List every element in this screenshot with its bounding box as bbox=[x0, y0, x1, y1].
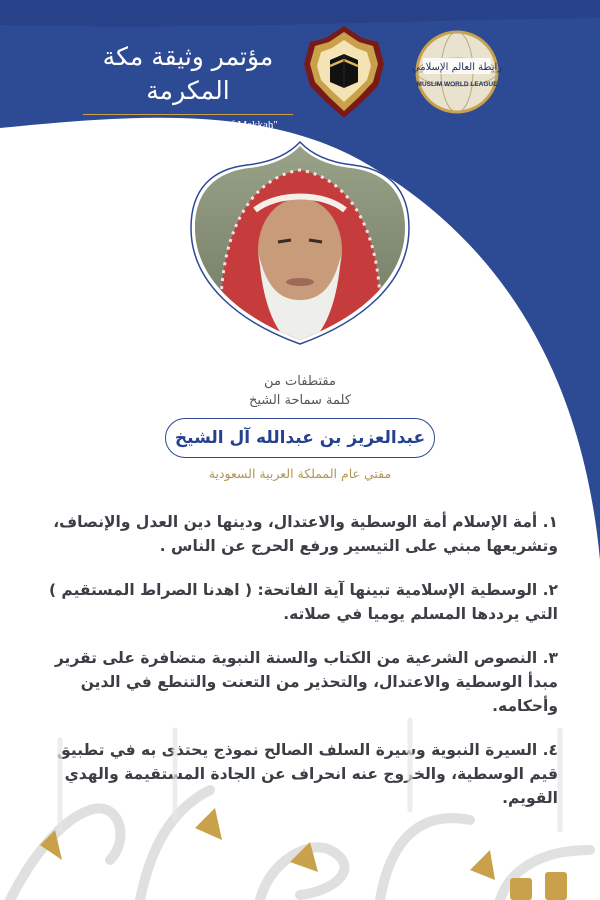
speaker-portrait bbox=[183, 140, 417, 345]
excerpt-point-3: ٣. النصوص الشرعية من الكتاب والسنة النبوية متضافرة على تقرير مبدأ الوسطية والاعتدال، والتحذير من التعنت والتنطع في الدين وأحكامه. bbox=[54, 649, 558, 715]
kaaba-emblem-icon bbox=[300, 24, 388, 120]
muslim-world-league-logo bbox=[405, 28, 509, 116]
conference-logo-english: Conference on "The Charter of Makkah" bbox=[83, 114, 293, 131]
speaker-name-badge bbox=[165, 418, 435, 458]
excerpt-point-4: ٤. السيرة النبوية وسيرة السلف الصالح نموذج يحتذى به في تطبيق قيم الوسطية، والخروج عنه انحراف عن الجادة المستقيمة والهدي القويم. bbox=[56, 741, 558, 807]
speaker-name: عبدالعزيز بن عبدالله آل الشيخ bbox=[174, 428, 426, 448]
intro-line-speech: كلمة سماحة الشيخ bbox=[248, 393, 352, 408]
intro bbox=[0, 372, 600, 410]
conference-logo-arabic: مؤتمر وثيقة مكة المكرمة bbox=[102, 42, 274, 105]
header bbox=[0, 22, 600, 131]
decorative-calligraphy bbox=[0, 700, 600, 900]
mwl-logo-english: MUSLIM WORLD LEAGUE bbox=[416, 81, 498, 88]
speaker-title: مفتي عام المملكة العربية السعودية bbox=[208, 466, 392, 481]
mwl-logo-arabic: رابطة العالم الإسلامي bbox=[411, 62, 503, 73]
excerpt-point-1: ١. أمة الإسلام أمة الوسطية والاعتدال، ودينها دين العدل والإنصاف، وتشريعها مبني على التيسير ورفع الحرج عن الناس . bbox=[53, 513, 558, 555]
conference-logo bbox=[78, 40, 298, 131]
intro-line-excerpts: مقتطفات من bbox=[264, 374, 336, 389]
excerpt-point-2: ٢. الوسطية الإسلامية تبينها آية الفاتحة: ( اهدنا الصراط المستقيم ) التي يرددها المسلم يوميا في صلاته. bbox=[48, 581, 558, 623]
